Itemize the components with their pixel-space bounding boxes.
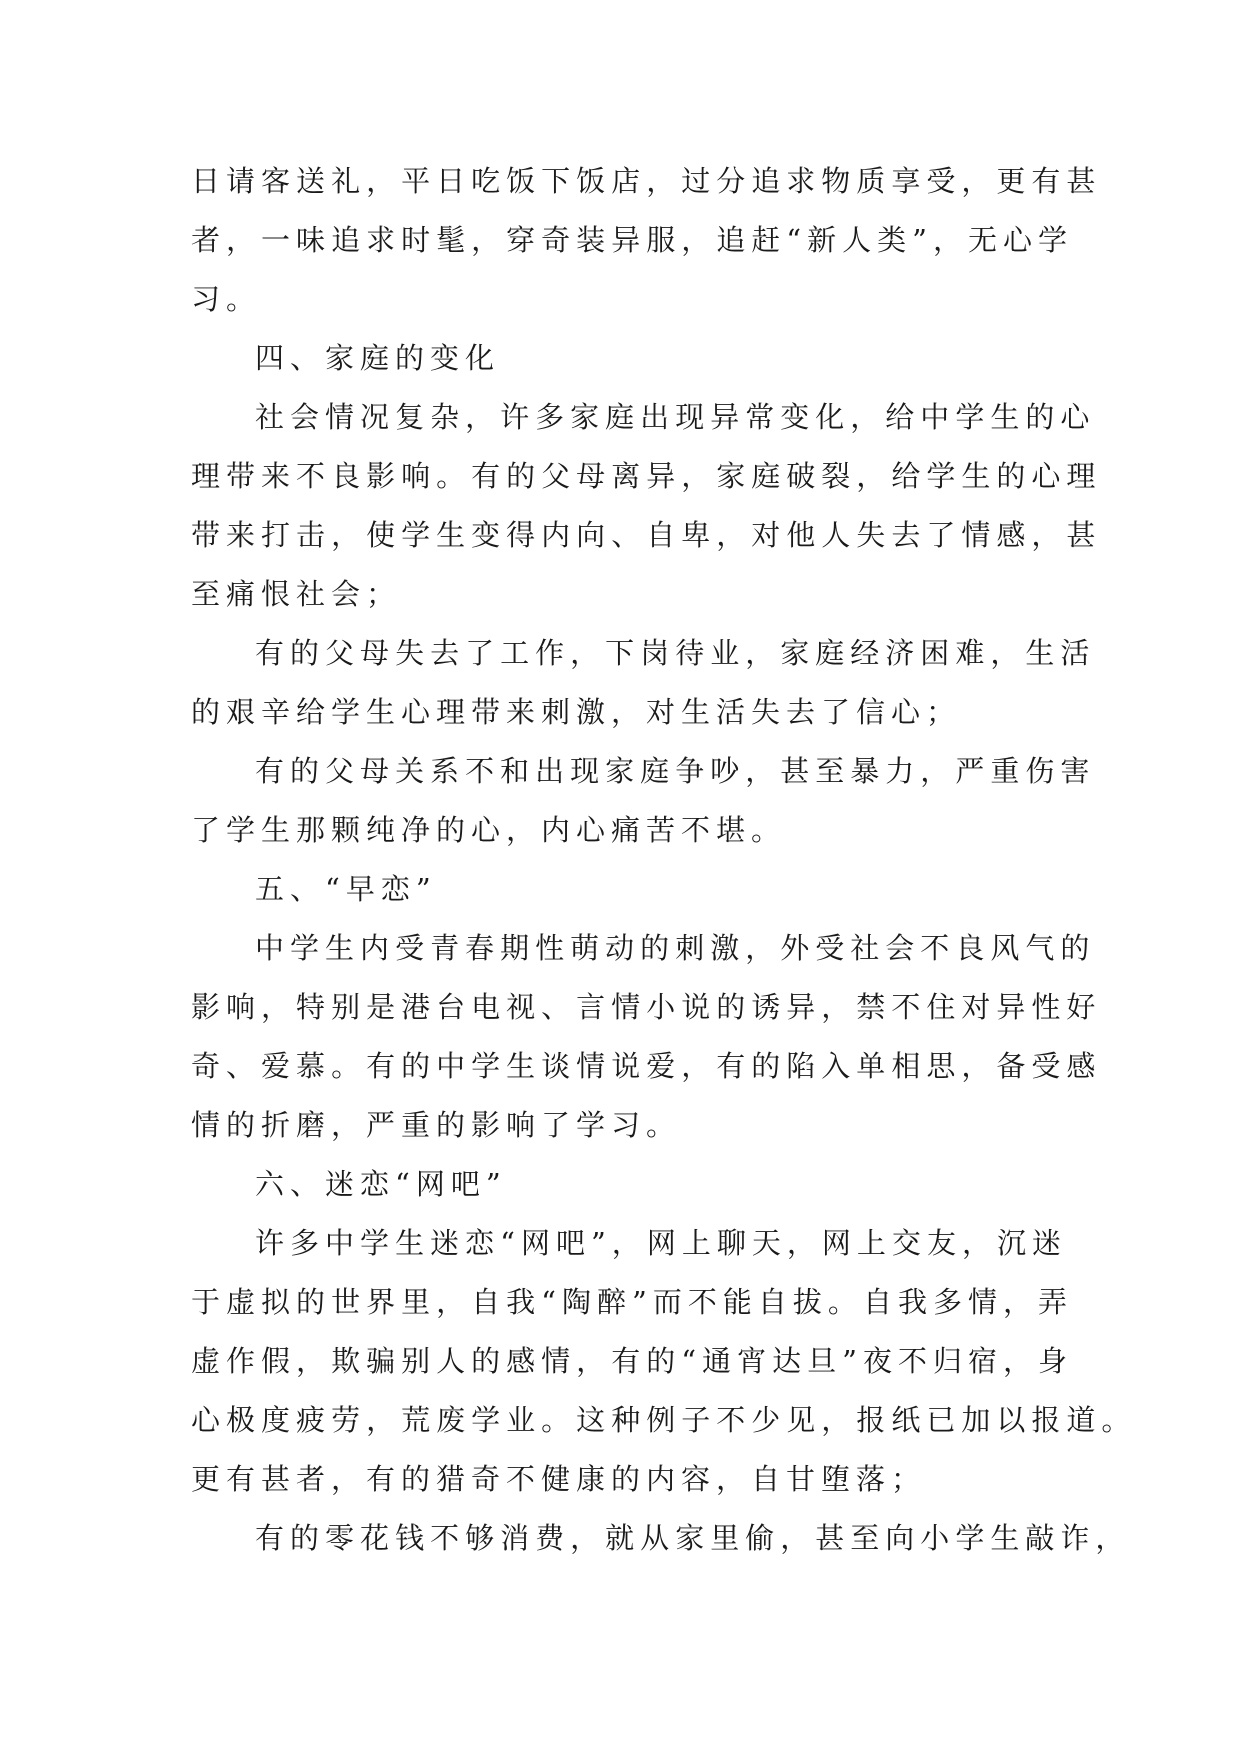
- section-heading: 四、家庭的变化: [255, 341, 501, 375]
- text-line: 至痛恨社会；: [191, 577, 402, 611]
- text-line: 理 带 来 不 良 影 响 。 有 的 父 母 离 异 ， 家 庭 破 裂 ， 给 学 生 的 心 理: [191, 459, 1102, 493]
- text-line: 日 请 客 送 礼 ， 平 日 吃 饭 下 饭 店 ， 过 分 追 求 物 质 享 受 ， 更 有 甚: [191, 164, 1102, 198]
- text-line: 社 会 情 况 复 杂 ， 许 多 家 庭 出 现 异 常 变 化 ， 给 中 学 生 的 心: [255, 400, 1096, 434]
- text-line: 虚 作 假 ， 欺 骗 别 人 的 感 情 ， 有 的 “ 通 宵 达 旦 ” 夜 不 归 宿 ， 身: [191, 1344, 1074, 1378]
- text-line: 有 的 零 花 钱 不 够 消 费 ， 就 从 家 里 偷 ， 甚 至 向 小 学 生 敲 诈 ，: [255, 1521, 1131, 1555]
- text-line: 影 响 ， 特 别 是 港 台 电 视 、 言 情 小 说 的 诱 异 ， 禁 不 住 对 异 性 好: [191, 990, 1102, 1024]
- text-line: 有 的 父 母 失 去 了 工 作 ， 下 岗 待 业 ， 家 庭 经 济 困 难 ， 生 活: [255, 636, 1096, 670]
- text-line: 了学生那颗纯净的心，内心痛苦不堪。: [191, 813, 787, 847]
- text-line: 更有甚者，有的猎奇不健康的内容，自甘堕落；: [191, 1462, 927, 1496]
- section-heading: 六、迷恋“网吧”: [255, 1167, 507, 1201]
- text-line: 习。: [191, 282, 262, 316]
- text-line: 于 虚 拟 的 世 界 里 ， 自 我 “ 陶 醉 ” 而 不 能 自 拔 。 自 我 多 情 ， 弄: [191, 1285, 1074, 1319]
- text-line: 奇 、 爱 慕 。 有 的 中 学 生 谈 情 说 爱 ， 有 的 陷 入 单 相 思 ， 备 受 感: [191, 1049, 1102, 1083]
- text-line: 的艰辛给学生心理带来刺激，对生活失去了信心；: [191, 695, 962, 729]
- text-line: 许 多 中 学 生 迷 恋 “ 网 吧 ” ， 网 上 聊 天 ， 网 上 交 友 ， 沉 迷: [255, 1226, 1067, 1260]
- text-line: 中 学 生 内 受 青 春 期 性 萌 动 的 刺 激 ， 外 受 社 会 不 良 风 气 的: [255, 931, 1096, 965]
- text-line: 情的折磨，严重的影响了学习。: [191, 1108, 682, 1142]
- text-line: 心 极 度 疲 劳 ， 荒 废 学 业 。 这 种 例 子 不 少 见 ， 报 纸 已 加 以 报 道 。: [191, 1403, 1137, 1437]
- text-line: 有 的 父 母 关 系 不 和 出 现 家 庭 争 吵 ， 甚 至 暴 力 ， 严 重 伤 害: [255, 754, 1096, 788]
- text-line: 带 来 打 击 ， 使 学 生 变 得 内 向 、 自 卑 ， 对 他 人 失 去 了 情 感 ， 甚: [191, 518, 1102, 552]
- document-body: [191, 152, 1137, 1568]
- text-line: 者 ， 一 味 追 求 时 髦 ， 穿 奇 装 异 服 ， 追 赶 “ 新 人 类 ” ， 无 心 学: [191, 223, 1074, 257]
- section-heading: 五、“早恋”: [255, 872, 437, 906]
